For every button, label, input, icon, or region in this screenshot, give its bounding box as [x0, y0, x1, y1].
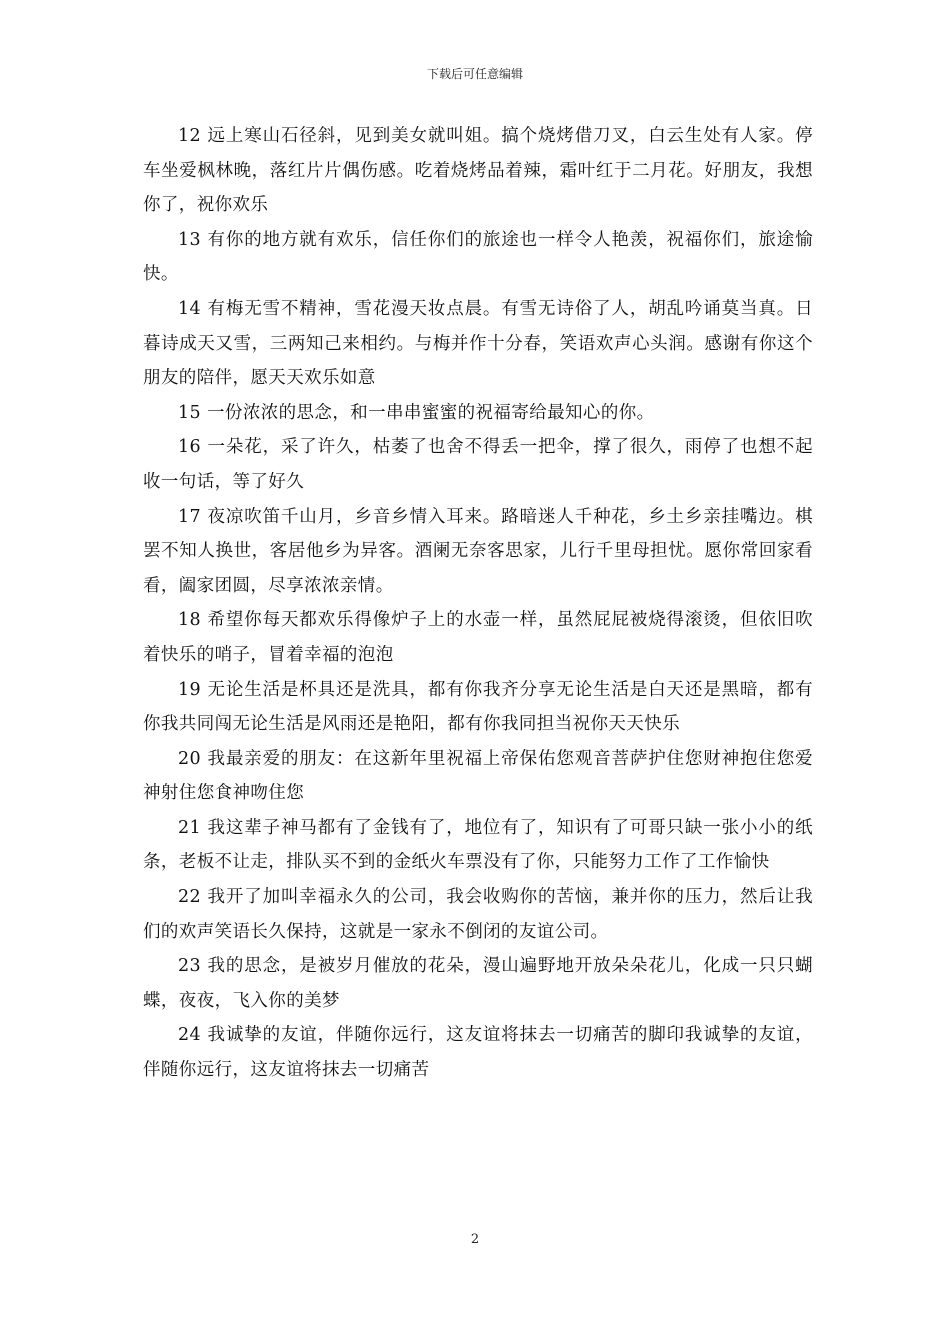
paragraph: 22 我开了加叫幸福永久的公司，我会收购你的苦恼，兼并你的压力，然后让我们的欢声笑语长久保持，这就是一家永不倒闭的友谊公司。 — [143, 887, 813, 942]
paragraph: 13 有你的地方就有欢乐，信任你们的旅途也一样令人艳羡，祝福你们，旅途愉快。 — [143, 229, 813, 285]
page-number: 2 — [470, 1232, 480, 1247]
paragraph: 16 一朵花，采了许久，枯萎了也舍不得丢一把伞，撑了很久，雨停了也想不起收一句话，等了好久 — [143, 437, 813, 492]
paragraph: 18 希望你每天都欢乐得像炉子上的水壶一样，虽然屁屁被烧得滚烫，但依旧吹着快乐的哨子，冒着幸福的泡泡 — [143, 610, 813, 665]
paragraph: 24 我诚挚的友谊，伴随你远行，这友谊将抹去一切痛苦的脚印我诚挚的友谊，伴随你远行，这友谊将抹去一切痛苦 — [143, 1025, 813, 1081]
page-header: 下载后可任意编辑 — [426, 67, 523, 81]
paragraph: 15 一份浓浓的思念，和一串串蜜蜜的祝福寄给最知心的你。 — [178, 402, 655, 423]
paragraph: 21 我这辈子神马都有了金钱有了，地位有了，知识有了可哥只缺一张小小的纸条，老板不让走，排队买不到的金纸火车票没有了你，只能努力工作了工作愉快 — [143, 817, 813, 873]
paragraph: 17 夜凉吹笛千山月，乡音乡情入耳来。路暗迷人千种花，乡土乡亲挂嘴边。棋罢不知人换世，客居他乡为异客。酒阑无奈客思家，儿行千里母担忧。愿你常回家看看，阖家团圆，尽享浓浓亲情。 — [143, 506, 813, 596]
paragraph: 19 无论生活是杯具还是洗具，都有你我齐分享无论生活是白天还是黑暗，都有你我共同闯无论生活是风雨还是艳阳，都有你我同担当祝你天天快乐 — [143, 679, 813, 735]
paragraph: 12 远上寒山石径斜，见到美女就叫姐。搞个烧烤借刀叉，白云生处有人家。停车坐爱枫林晚，落红片片偶伤感。吃着烧烤品着辣，霜叶红于二月花。好朋友，我想你了，祝你欢乐 — [143, 126, 813, 216]
document-body — [143, 119, 813, 1088]
paragraph: 23 我的思念，是被岁月催放的花朵，漫山遍野地开放朵朵花儿，化成一只只蝴蝶，夜夜，飞入你的美梦 — [143, 956, 813, 1011]
paragraph: 14 有梅无雪不精神，雪花漫天妆点晨。有雪无诗俗了人，胡乱吟诵莫当真。日暮诗成天又雪，三两知己来相约。与梅并作十分春，笑语欢声心头润。感谢有你这个朋友的陪伴，愿天天欢乐如意 — [143, 298, 813, 389]
paragraph: 20 我最亲爱的朋友：在这新年里祝福上帝保佑您观音菩萨护住您财神抱住您爱神射住您食神吻住您 — [143, 748, 813, 804]
